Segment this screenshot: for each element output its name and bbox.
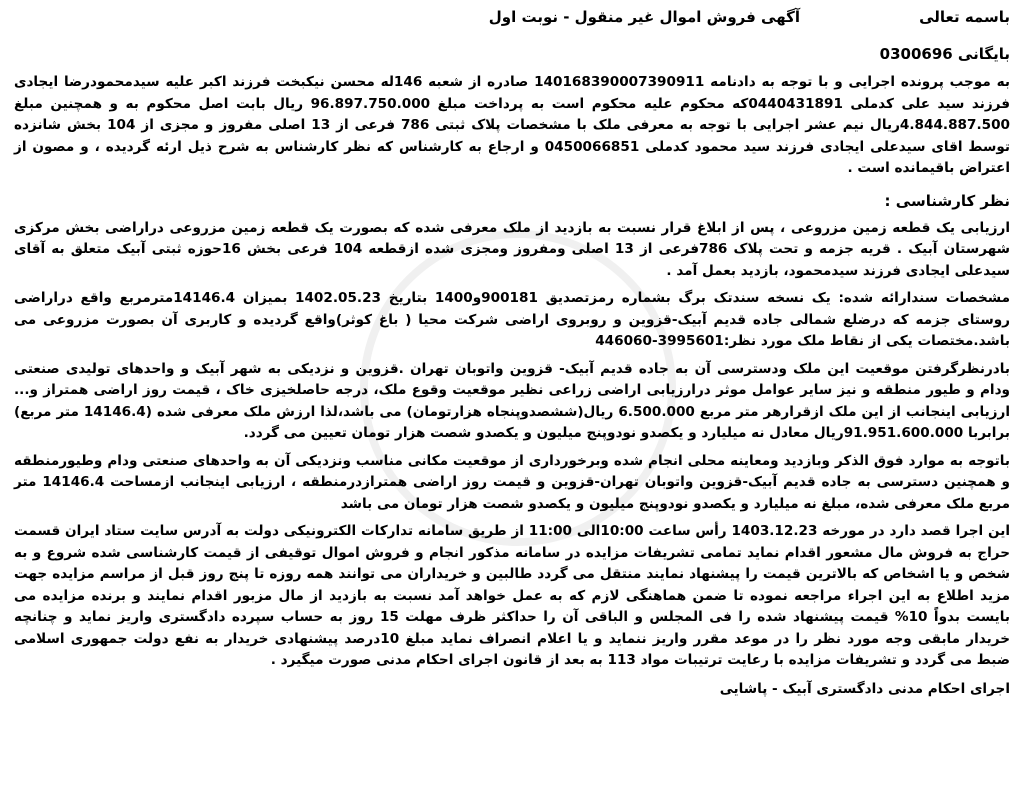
notice-title: آگهی فروش اموال غیر منقول - نوبت اول xyxy=(488,8,800,26)
signature-line: اجرای احکام مدنی دادگستری آبیک - پاشایی xyxy=(719,680,1010,697)
archive-number: بایگانی 0300696 xyxy=(879,45,1010,63)
expert-paragraph: ارزیابی یک قطعه زمین مزروعی ، پس از ابلاغ قرار نسبت به بازدید از ملک معرفی شده که بصورت یک قطعه زمین مزروعی دراراضی بخش مرکزی شهرستان آبیک . قریه جزمه و تحت پلاک 786فرعی از 13 اصلی ومفروز ومجزی شده ازقطعه 104 فرعی بخش 16حوزه ثبتی آبیک متعلق به آقای سیدعلی ایجادی فرزند سیدمحمود، بازدید بعمل آمد . xyxy=(14,219,1011,279)
expert-heading: نظر کارشناسی : xyxy=(884,191,1010,210)
specs-paragraph: مشخصات سندارائه شده: یک نسخه سندتک برگ بشماره رمزتصدیق 900181و1400 بتاریخ 1402.05.23 بمیزان 14146.4مترمربع واقع دراراضی روستای جزمه که درضلع شمالی جاده قدیم آبیک-قزوین و روبروی اراضی شرکت محیا ( باغ کوثر)واقع گردیده و کاربری آن بصورت مزروعی می باشد.مختصات یکی از نقاط ملک مورد نظر:3995601-446060 xyxy=(14,290,1010,349)
summary-paragraph: باتوجه به موارد فوق الذکر وبازدید ومعاینه محلی انجام شده وبرخورداری از موقعیت مکانی مناسب ونزدیکی آن به واحدهای صنعتی ودام وطیورمنطقه و همچنین دسترسی به جاده قدیم آبیک-قزوین واتوبان تهران-قزوین و قیمت روز اراضی همترازدرمنطقه ، ارزیابی اینجانب ازمساحت 14146.4 متر مربع ملک معرفی شده، مبلغ نه میلیارد و یکصدو نودوپنج میلیون و یکصدو شصت هزار تومان می باشد xyxy=(14,452,1011,512)
notice-header xyxy=(14,6,1010,28)
basmala: باسمه تعالی xyxy=(919,8,1010,26)
valuation-paragraph: بادرنظرگرفتن موقعیت این ملک ودسترسی آن به جاده قدیم آبیک- قزوین واتوبان تهران .قزوین و نزدیکی به شهر آبیک و واحدهای تولیدی صنعتی ودام و طیور منطقه و نیز سایر عوامل موثر درارزیابی اراضی زراعی نظیر موقعیت وقوع ملک، درجه حاصلخیزی خاک ، قیمت روز اراضی همتراز و... ارزیابی اینجانب از این ملک ازقرارهر متر مربع 6.500.000 ریال(ششصدوپنجاه هزارتومان) می باشد،لذا ارزش ملک معرفی شده (14146.4 متر مربع) برابربا 91.951.600.000ریال معادل نه میلیارد و یکصدو نودوپنج میلیون و یکصدو شصت هزار تومان تعیین می گردد. xyxy=(14,360,1010,441)
intro-paragraph: به موجب پرونده اجرایی و با توجه به دادنامه 140168390007390911 صادره از شعبه 146له محسن نیکبخت فرزند اکبر علیه سیدمحمودرضا ایجادی فرزند سید علی کدملی 0440431891که محکوم علیه محکوم است به پرداخت مبلغ 96.897.750.000 ریال بابت اصل محکوم به و همچنین مبلغ 4.844.887.500ریال نیم عشر اجرایی با توجه به معرفی ملک با مشخصات پلاک ثبتی 786 فرعی از 13 اصلی مفروز و مجزی از 104 بخش شانزده توسط اقای سیدعلی ایجادی فرزند سید محمود کدملی 0450066851 و ارجاع به کارشناس که نظر کارشناس به شرح ذیل ارئه گردیده ، و مصون از اعتراض باقیمانده است . xyxy=(14,74,1011,176)
auction-paragraph: این اجرا قصد دارد در مورخه 1403.12.23 رأس ساعت 10:00الی 11:00 از طریق سامانه تدارکات الکترونیکی دولت به آدرس سایت ستاد ایران قسمت حراج به فروش مال مشعور اقدام نماید تمامی تشریفات مزایده در سامانه مذکور انجام و فروش اموال توقیفی از قیمت کارشناسی شده شروع و به شخص و یا اشخاص که بالاترین قیمت را پیشنهاد نمایند منتقل می گردد طالبین و خریداران می توانند همه روزه تا پنج روز قبل از مراسم مزایده جهت مزید اطلاع به این اجراء مراجعه نموده تا ضمن هماهنگی لازم که به عمل خواهد آمد نسبت به بازدید از مال مزبور اقدام نمایند و برنده مزایده می بایست بدواً 10% قیمت پیشنهاد شده را فی المجلس و الباقی آن را حداکثر ظرف مهلت 15 روز به حساب سپرده دادگستری واریز نماید و چنانچه خریدار مابقی وجه مورد نظر را در موعد مقرر واریز ننماید و یا اعلام انصراف نماید مبلغ 10درصد پیشنهادی خریدار به نفع دولت جمهوری اسلامی ضبط می گردد و تشریفات مزایده با رعایت ترتیبات مواد 113 به بعد از قانون اجرای احکام مدنی صورت میگیرد . xyxy=(14,523,1010,668)
